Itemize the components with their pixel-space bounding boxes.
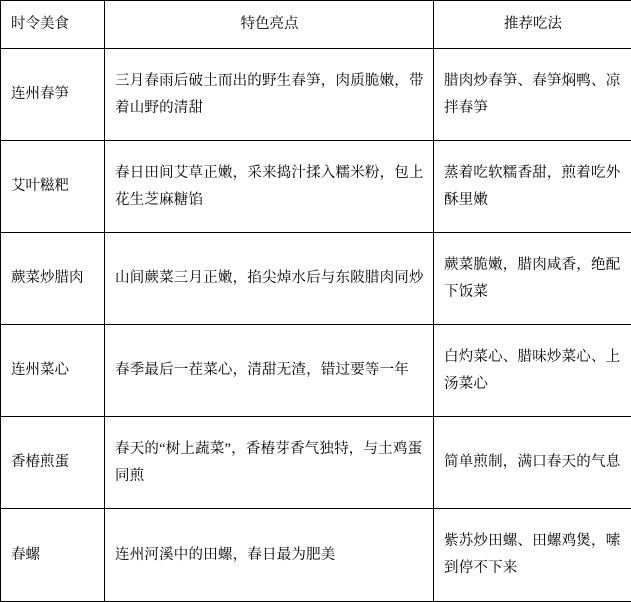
column-header-highlight: 特色亮点 bbox=[105, 1, 434, 49]
food-highlight: 连州河溪中的田螺，春日最为肥美 bbox=[105, 509, 434, 602]
table-row bbox=[1, 233, 631, 325]
food-recommend: 蕨菜脆嫩，腊肉咸香，绝配下饭菜 bbox=[434, 233, 631, 325]
food-highlight: 春季最后一茬菜心，清甜无渣，错过要等一年 bbox=[105, 325, 434, 417]
food-highlight: 三月春雨后破土而出的野生春笋，肉质脆嫩，带着山野的清甜 bbox=[105, 49, 434, 141]
food-recommend: 白灼菜心、腊味炒菜心、上汤菜心 bbox=[434, 325, 631, 417]
table-body bbox=[1, 49, 631, 602]
table-row bbox=[1, 49, 631, 141]
table-row bbox=[1, 509, 631, 602]
food-name: 香椿煎蛋 bbox=[1, 417, 105, 509]
food-recommend: 紫苏炒田螺、田螺鸡煲，嗦到停不下来 bbox=[434, 509, 631, 602]
food-highlight: 春天的“树上蔬菜”，香椿芽香气独特，与土鸡蛋同煎 bbox=[105, 417, 434, 509]
food-name: 蕨菜炒腊肉 bbox=[1, 233, 105, 325]
food-recommend: 简单煎制，满口春天的气息 bbox=[434, 417, 631, 509]
table-header-row bbox=[1, 1, 631, 49]
food-highlight: 春日田间艾草正嫩，采来捣汁揉入糯米粉，包上花生芝麻糖馅 bbox=[105, 141, 434, 233]
food-name: 春螺 bbox=[1, 509, 105, 602]
food-recommend: 蒸着吃软糯香甜，煎着吃外酥里嫩 bbox=[434, 141, 631, 233]
column-header-recommend: 推荐吃法 bbox=[434, 1, 631, 49]
food-name: 连州春笋 bbox=[1, 49, 105, 141]
food-highlight: 山间蕨菜三月正嫩，掐尖焯水后与东陂腊肉同炒 bbox=[105, 233, 434, 325]
food-name: 艾叶糍粑 bbox=[1, 141, 105, 233]
table-row bbox=[1, 325, 631, 417]
table-header bbox=[1, 1, 631, 49]
food-name: 连州菜心 bbox=[1, 325, 105, 417]
food-recommend: 腊肉炒春笋、春笋焖鸭、凉拌春笋 bbox=[434, 49, 631, 141]
table-row bbox=[1, 141, 631, 233]
column-header-name: 时令美食 bbox=[1, 1, 105, 49]
table-row bbox=[1, 417, 631, 509]
